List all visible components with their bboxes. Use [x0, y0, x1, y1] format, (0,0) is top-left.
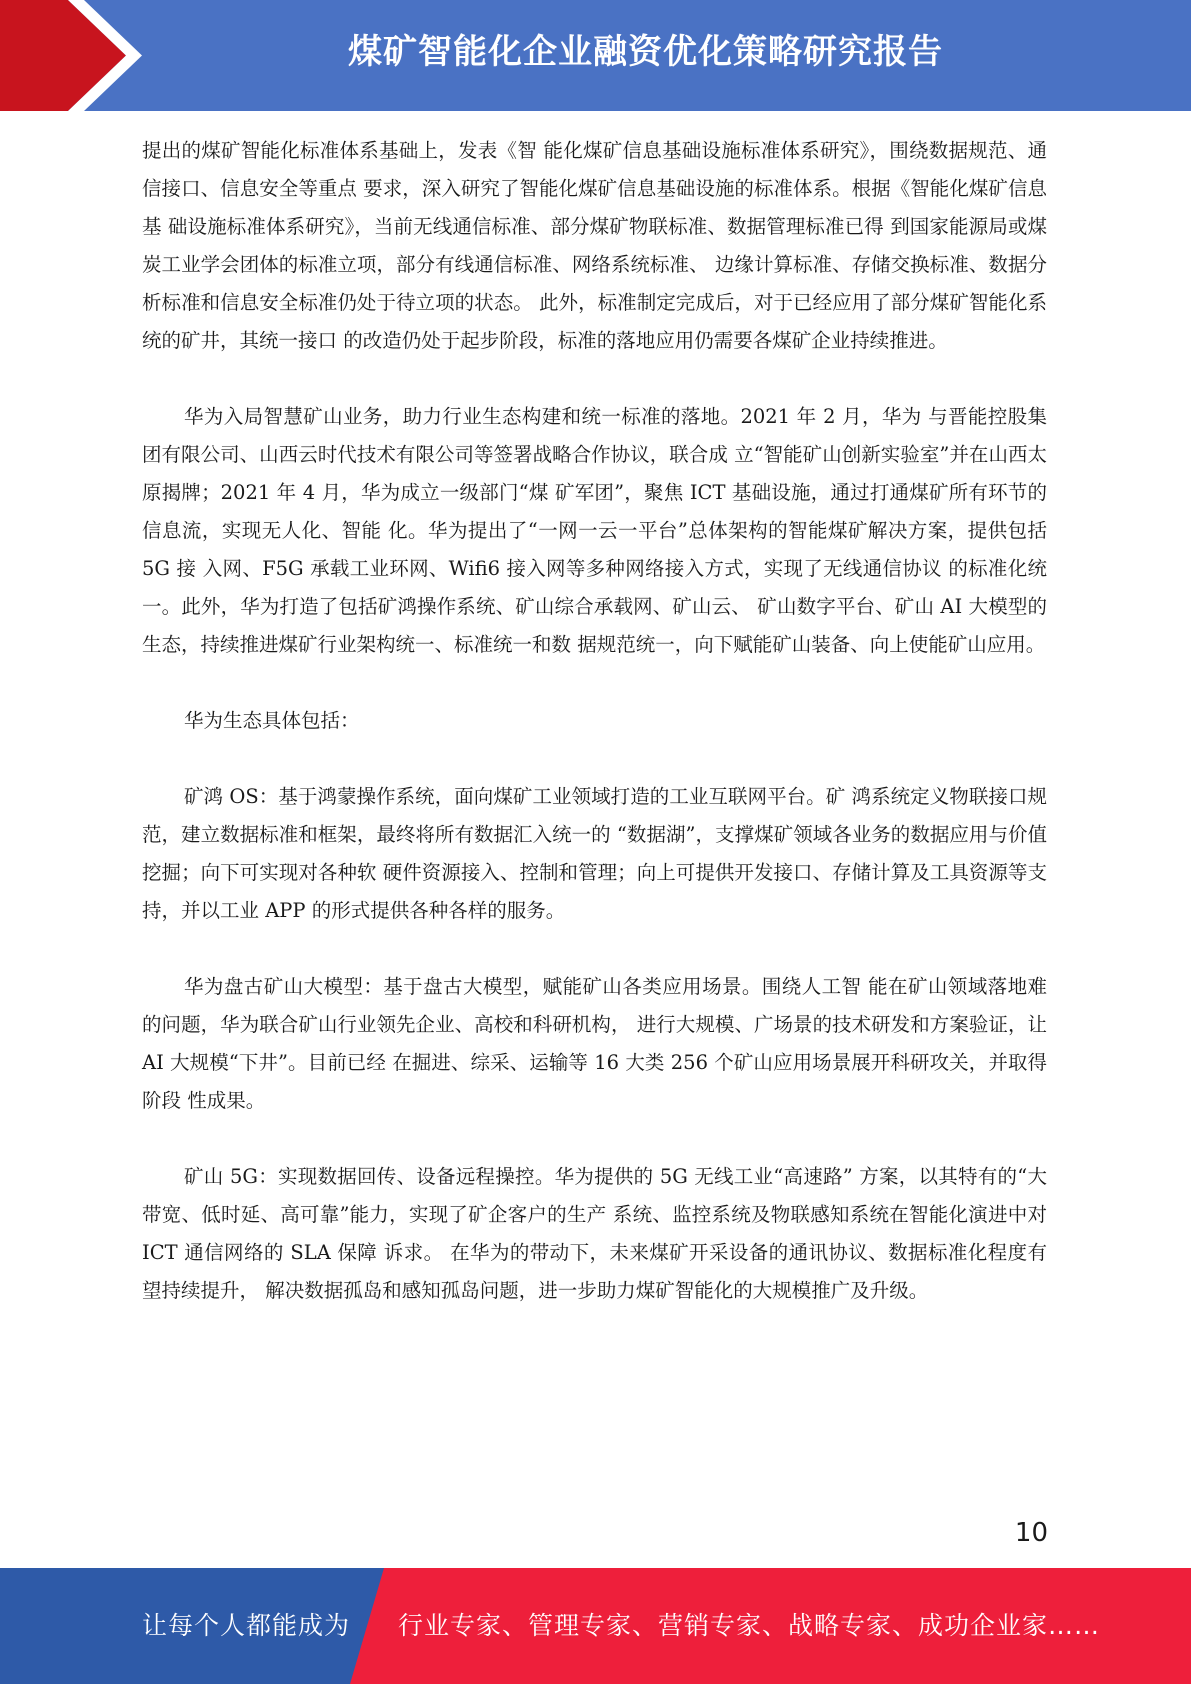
paragraph-minehong-os: 矿鸿 OS：基于鸿蒙操作系统，面向煤矿工业领域打造的工业互联网平台。矿 鸿系统定义物联接口规范，建立数据标准和框架，最终将所有数据汇入统一的 “数据湖”，支撑煤矿领域各业务的数据应用与价值挖掘；向下可实现对各种软 硬件资源接入、控制和管理；向上可提供开发接口、存储计算及工具资源等支 持，并以工业 APP 的形式提供各种各样的服务。 — [142, 785, 1047, 922]
header-red-arrow — [0, 0, 126, 111]
paragraph-huawei-entry: 华为入局智慧矿山业务，助力行业生态构建和统一标准的落地。2021 年 2 月，华为 与晋能控股集团有限公司、山西云时代技术有限公司等签署战略合作协议，联合成 立“智能矿山创新实验室”并在山西太原揭牌；2021 年 4 月，华为成立一级部门“煤 矿军团”，聚焦 ICT 基础设施，通过打通煤矿所有环节的信息流，实现无人化、智能 化。华为提出了“一网一云一平台”总体架构的智能煤矿解决方案，提供包括 5G 接 入网、F5G 承载工业环网、Wifi6 接入网等多种网络接入方式，实现了无线通信协议 的标准化统一。此外，华为打造了包括矿鸿操作系统、矿山综合承载网、矿山云、 矿山数字平台、矿山 AI 大模型的生态，持续推进煤矿行业架构统一、标准统一和数 据规范统一，向下赋能矿山装备、向上使能矿山应用。 — [142, 405, 1047, 656]
paragraph-huawei-ecosystem-intro: 华为生态具体包括： — [184, 709, 360, 732]
report-title: 煤矿智能化企业融资优化策略研究报告 — [348, 32, 943, 72]
page-header — [0, 0, 1191, 111]
footer-slogan-left: 让每个人都能成为 — [142, 1611, 351, 1640]
footer-slogan-right: 行业专家、管理专家、营销专家、战略专家、成功企业家…… — [398, 1611, 1101, 1640]
page-footer — [0, 1568, 1191, 1684]
paragraph-pangu-model: 华为盘古矿山大模型：基于盘古大模型，赋能矿山各类应用场景。围绕人工智 能在矿山领域落地难的问题，华为联合矿山行业领先企业、高校和科研机构， 进行大规模、广场景的技术研发和方案验证，让 AI 大规模“下井”。目前已经 在掘进、综采、运输等 16 大类 256 个矿山应用场景展开科研攻关，并取得阶段 性成果。 — [142, 975, 1047, 1112]
header-arrow-decoration — [0, 0, 160, 111]
page-number: 10 — [1014, 1518, 1048, 1548]
paragraph-standards: 提出的煤矿智能化标准体系基础上，发表《智 能化煤矿信息基础设施标准体系研究》，围绕数据规范、通信接口、信息安全等重点 要求，深入研究了智能化煤矿信息基础设施的标准体系。根据《智能化煤矿信息基 础设施标准体系研究》，当前无线通信标准、部分煤矿物联标准、数据管理标准已得 到国家能源局或煤炭工业学会团体的标准立项，部分有线通信标准、网络系统标准、 边缘计算标准、存储交换标准、数据分析标准和信息安全标准仍处于待立项的状态。 此外，标准制定完成后，对于已经应用了部分煤矿智能化系统的矿井，其统一接口 的改造仍处于起步阶段，标准的落地应用仍需要各煤矿企业持续推进。 — [142, 139, 1047, 352]
document-body — [142, 132, 1047, 1348]
paragraph-mine-5g: 矿山 5G：实现数据回传、设备远程操控。华为提供的 5G 无线工业“高速路” 方案，以其特有的“大带宽、低时延、高可靠”能力，实现了矿企客户的生产 系统、监控系统及物联感知系统在智能化演进中对 ICT 通信网络的 SLA 保障 诉求。 在华为的带动下，未来煤矿开采设备的通讯协议、数据标准化程度有望持续提升， 解决数据孤岛和感知孤岛问题，进一步助力煤矿智能化的大规模推广及升级。 — [142, 1165, 1047, 1302]
